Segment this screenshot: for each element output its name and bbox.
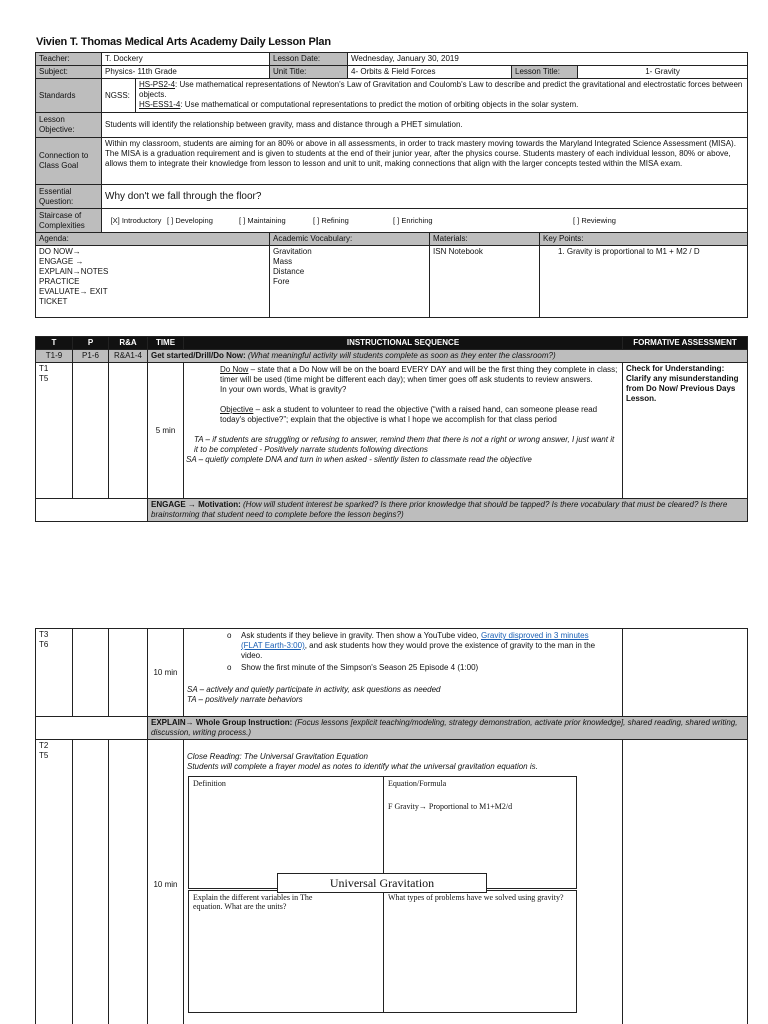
- vocab-label: Academic Vocabulary:: [270, 233, 430, 246]
- row1-time: 5 min: [148, 363, 184, 499]
- engage-row-blank: [36, 499, 148, 522]
- ta-note-1: TA – if students are struggling or refusing to answer, remind them that there is not a right or wrong answer, I just want it it to be completed - Positively narrate students following directions: [194, 435, 615, 454]
- t-code: T2: [39, 741, 49, 750]
- agenda-item: EVALUATE→ EXIT: [39, 287, 108, 296]
- connection-label: Connection to Class Goal: [36, 138, 102, 185]
- page-title: Vivien T. Thomas Medical Arts Academy Daily Lesson Plan: [36, 36, 331, 48]
- connection-value: Within my classroom, students are aiming for an 80% or above in all assessments, in order to track mastery moving towards the Maryland Integrated Science Assessment (MISA). The MISA is a graduation requirement and is given to students at the end of their junior year, after the physics course. Students mastery of each individual lesson, 80% or above, allows them to integrate their knowledge from lesson to lesson and unit to unit, making connections that align with the larger concepts tested within the MISA exam.: [102, 138, 748, 185]
- row2-instruction: o Ask students if they believe in gravity. Then show a YouTube video, Gravity disproved in 3 minutes (FLAT Earth-3:00), and ask students how they would prove the existence of gravity to the man in the video. o Show the first minute of the Simpson's Season 25 Episode 4 (1:00) SA – actively and quietly participate in activity, ask questions as needed TA – positively narrate behaviors: [184, 629, 623, 717]
- close-reading: Close Reading: The Universal Gravitation Equation: [187, 752, 368, 761]
- formative-3: [623, 740, 748, 1024]
- lesson-title-value: 1- Gravity: [578, 66, 748, 79]
- youtube-video-link[interactable]: Gravity disproved in 3 minutes (FLAT Earth-3:00): [241, 631, 589, 650]
- row2-ra: [109, 629, 148, 717]
- instructional-sequence-table: [35, 336, 748, 522]
- frayer-problems-text: What types of problems have we solved using gravity?: [388, 893, 564, 902]
- lesson-title-label: Lesson Title:: [512, 66, 578, 79]
- getstarted-p: P1-6: [73, 350, 109, 363]
- formative-2: [623, 629, 748, 717]
- explain-row: [148, 717, 748, 740]
- vocab-list: [270, 246, 430, 318]
- engage-bullet-2: Show the first minute of the Simpson's Season 25 Episode 4 (1:00): [241, 663, 479, 672]
- row3-p: [73, 740, 109, 1024]
- staircase-label: Staircase of Complexities: [36, 209, 102, 233]
- frayer-variables-text: Explain the different variables in The equation. What are the units?: [193, 893, 313, 911]
- staircase-refining: [ ] Refining: [313, 215, 349, 225]
- t-code: T5: [39, 751, 49, 760]
- agenda-item: TICKET: [39, 297, 68, 306]
- agenda-item: EXPLAIN→NOTES: [39, 267, 109, 276]
- sa-note-1: SA – quietly complete DNA and turn in when asked - silently listen to classmate read the objective: [186, 455, 532, 464]
- ngss-label: NGSS:: [102, 79, 136, 113]
- vocab-item: Distance: [273, 267, 305, 276]
- t-code: T6: [39, 640, 49, 649]
- frayer-definition-label: Definition: [193, 779, 226, 788]
- row1-t: [36, 363, 73, 499]
- standards-text: [136, 79, 748, 113]
- getstarted-label: Get started/Drill/Do Now:: [151, 351, 246, 360]
- essential-label: Essential Question:: [36, 185, 102, 209]
- donow-label: Do Now: [220, 365, 249, 374]
- materials-list: [430, 246, 540, 318]
- lesson-info-table: [35, 52, 748, 318]
- staircase-introductory: [X] Introductory: [110, 215, 162, 225]
- getstarted-ra: R&A1-4: [109, 350, 148, 363]
- engage-row: [148, 499, 748, 522]
- col-formative-header: FORMATIVE ASSESSMENT: [623, 337, 748, 350]
- engage-bullet-1-end: , and ask students how they would prove the existence of gravity to the man in the video.: [241, 641, 596, 660]
- sa-note-2: SA – actively and quietly participate in activity, ask questions as needed: [187, 685, 441, 694]
- ta-note-2: TA – positively narrate behaviors: [187, 695, 303, 704]
- materials-label: Materials:: [430, 233, 540, 246]
- col-t-header: T: [36, 337, 73, 350]
- row3-t: [36, 740, 73, 1024]
- essential-question: Why don't we fall through the floor?: [102, 185, 748, 209]
- agenda-item: DO NOW→: [39, 247, 81, 256]
- frayer-center-title: Universal Gravitation: [277, 873, 487, 893]
- teacher-label: Teacher:: [36, 53, 102, 66]
- row2-t: [36, 629, 73, 717]
- t-code: T5: [39, 374, 49, 383]
- lesson-date-label: Lesson Date:: [270, 53, 348, 66]
- vocab-item: Gravitation: [273, 247, 312, 256]
- staircase-reviewing: [ ] Reviewing: [573, 215, 616, 225]
- agenda-item: PRACTICE: [39, 277, 80, 286]
- row1-p: [73, 363, 109, 499]
- subject-label: Subject:: [36, 66, 102, 79]
- objective-step-text: – ask a student to volunteer to read the objective (“with a raised hand, can someone please read today's objective?”; explain that the objective is what I hope we accomplish for that class period: [220, 405, 598, 424]
- t-code: T1: [39, 364, 49, 373]
- formative-1: Check for Understanding: Clarify any misunderstanding from Do Now/ Previous Days Lesson.: [623, 363, 748, 499]
- vocab-item: Mass: [273, 257, 293, 266]
- standards-label: Standards: [36, 79, 102, 113]
- row1-ra: [109, 363, 148, 499]
- frayer-problems: [383, 890, 577, 1013]
- unit-title-value: 4- Orbits & Field Forces: [348, 66, 512, 79]
- col-ra-header: R&A: [109, 337, 148, 350]
- engage-bullet-1: Ask students if they believe in gravity. Then show a YouTube video,: [241, 631, 481, 640]
- teacher-value: T. Dockery: [102, 53, 270, 66]
- frayer-intro: Students will complete a frayer model as notes to identify what the universal gravitation equation is.: [187, 762, 538, 771]
- key-point: 1. Gravity is proportional to M1 + M2 / D: [540, 246, 748, 318]
- staircase-options: [102, 209, 748, 233]
- unit-title-label: Unit Title:: [270, 66, 348, 79]
- agenda-item: ENGAGE →: [39, 257, 84, 266]
- objective-step-label: Objective: [220, 405, 254, 414]
- engage-label: ENGAGE → Motivation:: [151, 500, 241, 509]
- staircase-developing: [ ] Developing: [167, 215, 213, 225]
- objective-label: Lesson Objective:: [36, 113, 102, 138]
- agenda-label: Agenda:: [36, 233, 270, 246]
- frayer-equation-label: Equation/Formula: [388, 779, 447, 788]
- explain-label: EXPLAIN→ Whole Group Instruction:: [151, 718, 293, 727]
- getstarted-question: (What meaningful activity will students complete as soon as they enter the classroom?): [247, 351, 556, 360]
- t-code: T3: [39, 630, 49, 639]
- donow-question: In your own words, What is gravity?: [220, 385, 347, 394]
- col-time-header: TIME: [148, 337, 184, 350]
- row1-instruction: [184, 363, 623, 499]
- row2-time: 10 min: [148, 629, 184, 717]
- col-p-header: P: [73, 337, 109, 350]
- subject-value: Physics- 11th Grade: [102, 66, 270, 79]
- keypoints-label: Key Points:: [540, 233, 748, 246]
- donow-text: – state that a Do Now will be on the board EVERY DAY and will be the first thing they complete in class; timer will be used (time might be different each day); when timer goes off ask students to review answers.: [220, 365, 618, 384]
- row3-ra: [109, 740, 148, 1024]
- explain-question: (Focus lessons [explicit teaching/modeling, strategy demonstration, activate prior knowledge], shared reading, shared writing, discussion, writing process.): [151, 718, 738, 737]
- explain-row-blank: [36, 717, 148, 740]
- lesson-date-value: Wednesday, January 30, 2019: [348, 53, 748, 66]
- materials-item: ISN Notebook: [433, 247, 483, 256]
- staircase-maintaining: [ ] Maintaining: [239, 215, 286, 225]
- engage-question: (How will student interest be sparked? Is there prior knowledge that should be tapped? Is there vocabulary that must be cleared? Is there brainstorming that student need to complete before the lesson begins?): [151, 500, 728, 519]
- agenda-list: [36, 246, 270, 318]
- standard-2-text: : Use mathematical or computational representations to predict the motion of orbiting objects in the solar system.: [180, 100, 579, 109]
- getstarted-row: [148, 350, 748, 363]
- row3-time: 10 min: [148, 740, 184, 1024]
- objective-value: Students will identify the relationship between gravity, mass and distance through a PHET simulation.: [102, 113, 748, 138]
- vocab-item: Fore: [273, 277, 290, 286]
- row2-p: [73, 629, 109, 717]
- standard-1-code: HS-PS2-4: [139, 80, 176, 89]
- getstarted-t: T1-9: [36, 350, 73, 363]
- col-instr-header: INSTRUCTIONAL SEQUENCE: [184, 337, 623, 350]
- staircase-enriching: [ ] Enriching: [393, 215, 433, 225]
- standard-1-text: : Use mathematical representations of Newton's Law of Gravitation and Coulomb's Law to describe and predict the gravitational and electrostatic forces between objects.: [139, 80, 743, 99]
- frayer-equation-text: F Gravity→ Proportional to M1+M2/d: [388, 802, 513, 811]
- standard-2-code: HS-ESS1-4: [139, 100, 181, 109]
- frayer-variables: [188, 890, 384, 1013]
